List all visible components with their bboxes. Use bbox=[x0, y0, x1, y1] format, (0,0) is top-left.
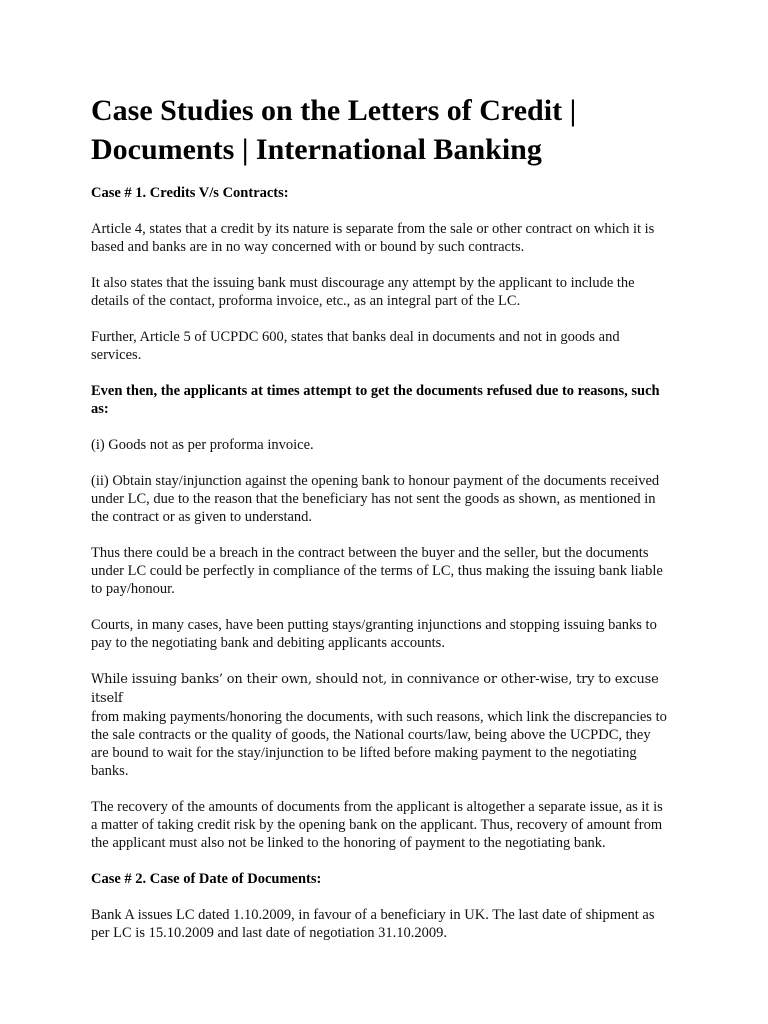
list-item-stay-injunction: (ii) Obtain stay/injunction against the opening bank to honour payment of the documents received under LC, due to the reason that the beneficiary has not sent the goods as shown, as mentioned in the contract or as given to understand. bbox=[91, 473, 660, 525]
paragraph-issuing-banks-lead: While issuing banks’ on their own, should not, in connivance or other-wise, try to excuse itself bbox=[91, 672, 659, 706]
paragraph-article5: Further, Article 5 of UCPDC 600, states that banks deal in documents and not in goods and services. bbox=[91, 329, 620, 363]
list-item-goods: (i) Goods not as per proforma invoice. bbox=[91, 437, 314, 453]
case1-heading: Case # 1. Credits V/s Contracts: bbox=[91, 185, 289, 201]
case2-heading: Case # 2. Case of Date of Documents: bbox=[91, 871, 322, 887]
paragraph-bank-a: Bank A issues LC dated 1.10.2009, in favour of a beneficiary in UK. The last date of shipment as per LC is 15.10.2009 and last date of negotiation 31.10.2009. bbox=[91, 907, 655, 941]
paragraph-courts: Courts, in many cases, have been putting stays/granting injunctions and stopping issuing banks to pay to the negotiating bank and debiting applicants accounts. bbox=[91, 617, 657, 651]
paragraph-issuing-banks bbox=[91, 670, 671, 780]
document-page bbox=[91, 91, 671, 942]
page-title: Case Studies on the Letters of Credit | Documents | International Banking bbox=[91, 94, 577, 166]
paragraph-recovery: The recovery of the amounts of documents from the applicant is altogether a separate issue, as it is a matter of taking credit risk by the opening bank on the applicant. Thus, recovery of amount from the applicant must also not be linked to the honoring of payment to the negotiating bank. bbox=[91, 799, 663, 851]
paragraph-issuing-bank: It also states that the issuing bank must discourage any attempt by the applicant to include the details of the contact, proforma invoice, etc., as an integral part of the LC. bbox=[91, 275, 635, 309]
paragraph-article4: Article 4, states that a credit by its nature is separate from the sale or other contract on which it is based and banks are in no way concerned with or bound by such contracts. bbox=[91, 221, 655, 255]
paragraph-even-then: Even then, the applicants at times attempt to get the documents refused due to reasons, such as: bbox=[91, 383, 660, 417]
paragraph-breach: Thus there could be a breach in the contract between the buyer and the seller, but the documents under LC could be perfectly in compliance of the terms of LC, thus making the issuing bank liable to pay/honour. bbox=[91, 545, 663, 597]
paragraph-issuing-banks-rest: from making payments/honoring the documents, with such reasons, which link the discrepancies to the sale contracts or the quality of goods, the National courts/law, being above the UCPDC, they are bound to wait for the stay/injunction to be lifted before making payment to the negotiating banks. bbox=[91, 709, 667, 779]
